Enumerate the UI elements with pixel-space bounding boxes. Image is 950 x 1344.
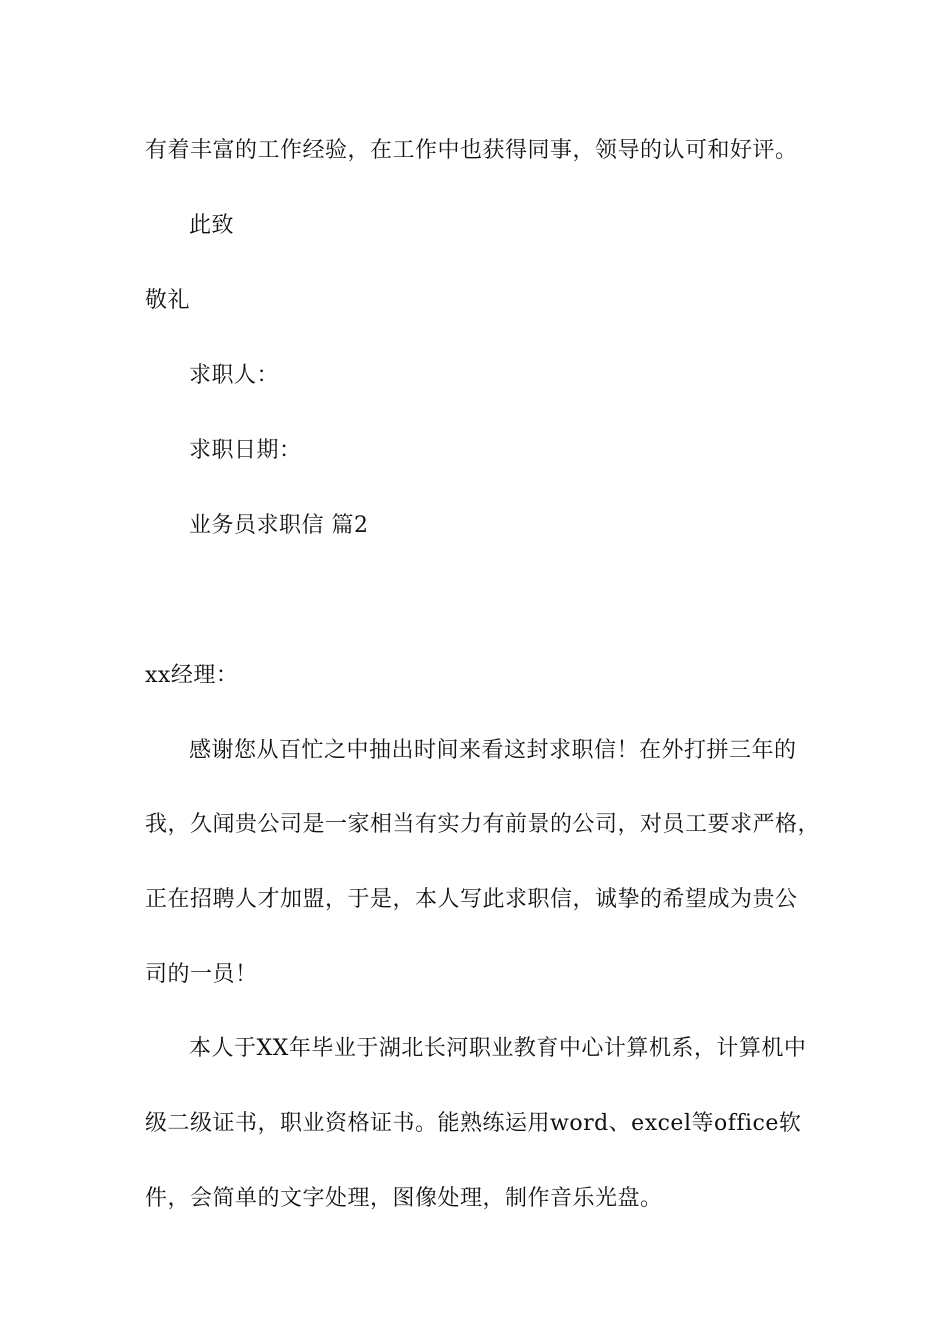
application-date-label: 求职日期： [189, 438, 302, 463]
body-text-line: 有着丰富的工作经验，在工作中也获得同事，领导的认可和好评。 [145, 138, 798, 163]
body-text-line: 件，会简单的文字处理，图像处理，制作音乐光盘。 [145, 1186, 663, 1211]
section-heading: 业务员求职信 篇2 [189, 513, 369, 538]
letter-greeting: xx经理： [145, 663, 239, 688]
body-text-line: 我，久闻贵公司是一家相当有实力有前景的公司，对员工要求严格， [145, 812, 821, 837]
closing-regards: 敬礼 [145, 288, 191, 313]
body-text-line: 司的一员！ [145, 962, 258, 987]
body-text-line: 感谢您从百忙之中抽出时间来看这封求职信！在外打拼三年的 [189, 738, 797, 763]
applicant-label: 求职人： [189, 363, 280, 388]
body-text-line: 本人于XX年毕业于湖北长河职业教育中心计算机系，计算机中 [189, 1036, 807, 1061]
body-text-line: 正在招聘人才加盟，于是，本人写此求职信，诚挚的希望成为贵公 [145, 887, 798, 912]
closing-salutation: 此致 [189, 213, 235, 238]
body-text-line: 级二级证书，职业资格证书。能熟练运用word、excel等office软 [145, 1111, 802, 1136]
